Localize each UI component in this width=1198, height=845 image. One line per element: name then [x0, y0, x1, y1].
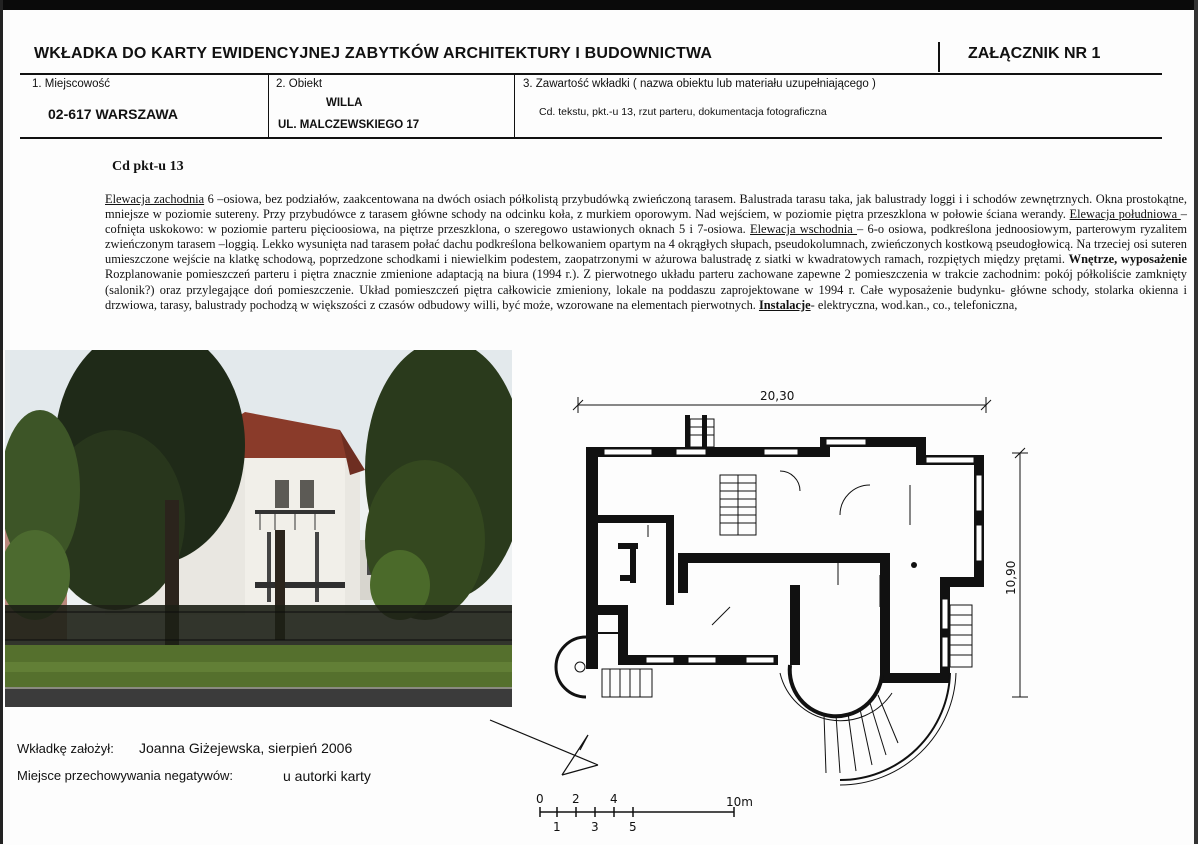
description-paragraph	[105, 192, 1187, 313]
scale-label-4: 4	[610, 792, 618, 806]
south-elevation-text: – cofnięta uskokowo: w poziomie parteru pięcioosiowa, na piętrze przeszklona, o szeregowo ustawionych oknach 5 i 7-osiowa.	[105, 207, 1187, 237]
author-label: Wkładkę założył:	[17, 741, 114, 756]
villa-photograph	[5, 350, 512, 707]
locality-label: 1. Miejscowość	[32, 78, 110, 90]
author-value: Joanna Giżejewska, sierpień 2006	[139, 740, 353, 756]
plan-depth-dimension: 10,90	[1004, 560, 1018, 595]
scan-edge-top	[0, 0, 1198, 10]
installations-term: Instalacje	[758, 297, 811, 312]
fields-bottom-rule	[20, 137, 1162, 139]
contents-label: 3. Zawartość wkładki ( nazwa obiektu lub materiału uzupełniającego )	[523, 78, 876, 90]
scan-edge-right	[1194, 0, 1198, 844]
field-divider-2	[514, 75, 515, 137]
east-elevation-term: Elewacja wschodnia	[750, 222, 858, 237]
scale-label-10m: 10m	[726, 795, 753, 809]
document-title: WKŁADKA DO KARTY EWIDENCYJNEJ ZABYTKÓW ARCHITEKTURY I BUDOWNICTWA	[34, 45, 713, 62]
plan-width-dimension: 20,30	[760, 389, 795, 403]
field-divider-1	[268, 75, 269, 137]
object-address: UL. MALCZEWSKIEGO 17	[278, 119, 420, 131]
west-elevation-text: 6 –osiowa, bez podziałów, zaakcentowana na dwóch osiach półkolistą przybudówką zwieńczoną tarasem. Balustrada tarasu taka, jak balustrady loggi i i schodów zewnętrznych. Okna prostokątne, mniejsze w poziomie sutereny. Przy przybudówce z tarasem główne schody na odcinku koła, z murkiem oporowym. Nad wejściem, w poziomie piętra przeszklona w połowie ściana werandy.	[105, 192, 1187, 222]
installations-text: - elektryczna, wod.kan., co., telefoniczna,	[810, 297, 1018, 312]
interior-term: Wnętrze, wyposażenie	[1068, 252, 1187, 267]
storage-label: Miejsce przechowywania negatywów:	[17, 768, 234, 783]
scale-label-1: 1	[553, 820, 561, 834]
header-rule	[20, 73, 1162, 75]
interior-text: Rozplanowanie pomieszczeń parteru i piętra znacznie zmienione adaptacją na biura (1994 r.). Z pierwotnego układu parteru zachowane zapewne 2 pomieszczenia w trakcie zachodnim: pokój półkoliście zamknięty (salonik?) oraz przylegające doń pomieszczenie. Układ pomieszczeń piętra całkowicie zmieniony, lokale na poddaszu zaprojektowane w 1994 r. Całe wyposażenie budynku- główne schody, stolarka okienna i drzwiowa, tarasy, balustrady pochodzą w większości z czasów odbudowy willi, być może, wzorowane na elementach pierwotnych.	[105, 267, 1187, 312]
storage-value: u autorki karty	[283, 768, 371, 784]
ground-floor-plan	[480, 375, 1040, 845]
scale-label-0: 0	[536, 792, 544, 806]
section-heading: Cd pkt-u 13	[112, 159, 184, 174]
scale-label-5: 5	[629, 820, 637, 834]
contents-value: Cd. tekstu, pkt.-u 13, rzut parteru, dokumentacja fotograficzna	[539, 106, 827, 118]
locality-value: 02-617 WARSZAWA	[48, 106, 178, 122]
east-elevation-text: – 6-o osiowa, podkreślona jednoosiowym, parterowym ryzalitem zwieńczonym tarasem –loggią. Lekko wysunięta nad tarasem połać dachu podkreślona belkowaniem opartym na 4 okrągłych słupach, pseudokolumnach, zwieńczonych kostkową pseudogłowicą. Na trzeciej osi suteren umieszczone wejście na klatkę schodową, poprzedzone schodkami i niewielkim podestem, zaopatrzonymi w ażurowa balustradę z siatki w kwadratowych ramach, rozpiętych między prętami.	[105, 222, 1187, 267]
south-elevation-term: Elewacja południowa	[1069, 207, 1181, 222]
scale-label-2: 2	[572, 792, 580, 806]
scan-edge-left	[0, 0, 3, 844]
header-divider	[938, 42, 940, 72]
annex-number: ZAŁĄCZNIK NR 1	[968, 45, 1101, 62]
object-name: WILLA	[326, 97, 363, 109]
scale-label-3: 3	[591, 820, 599, 834]
object-label: 2. Obiekt	[276, 78, 323, 90]
west-elevation-term: Elewacja zachodnia	[105, 192, 205, 206]
